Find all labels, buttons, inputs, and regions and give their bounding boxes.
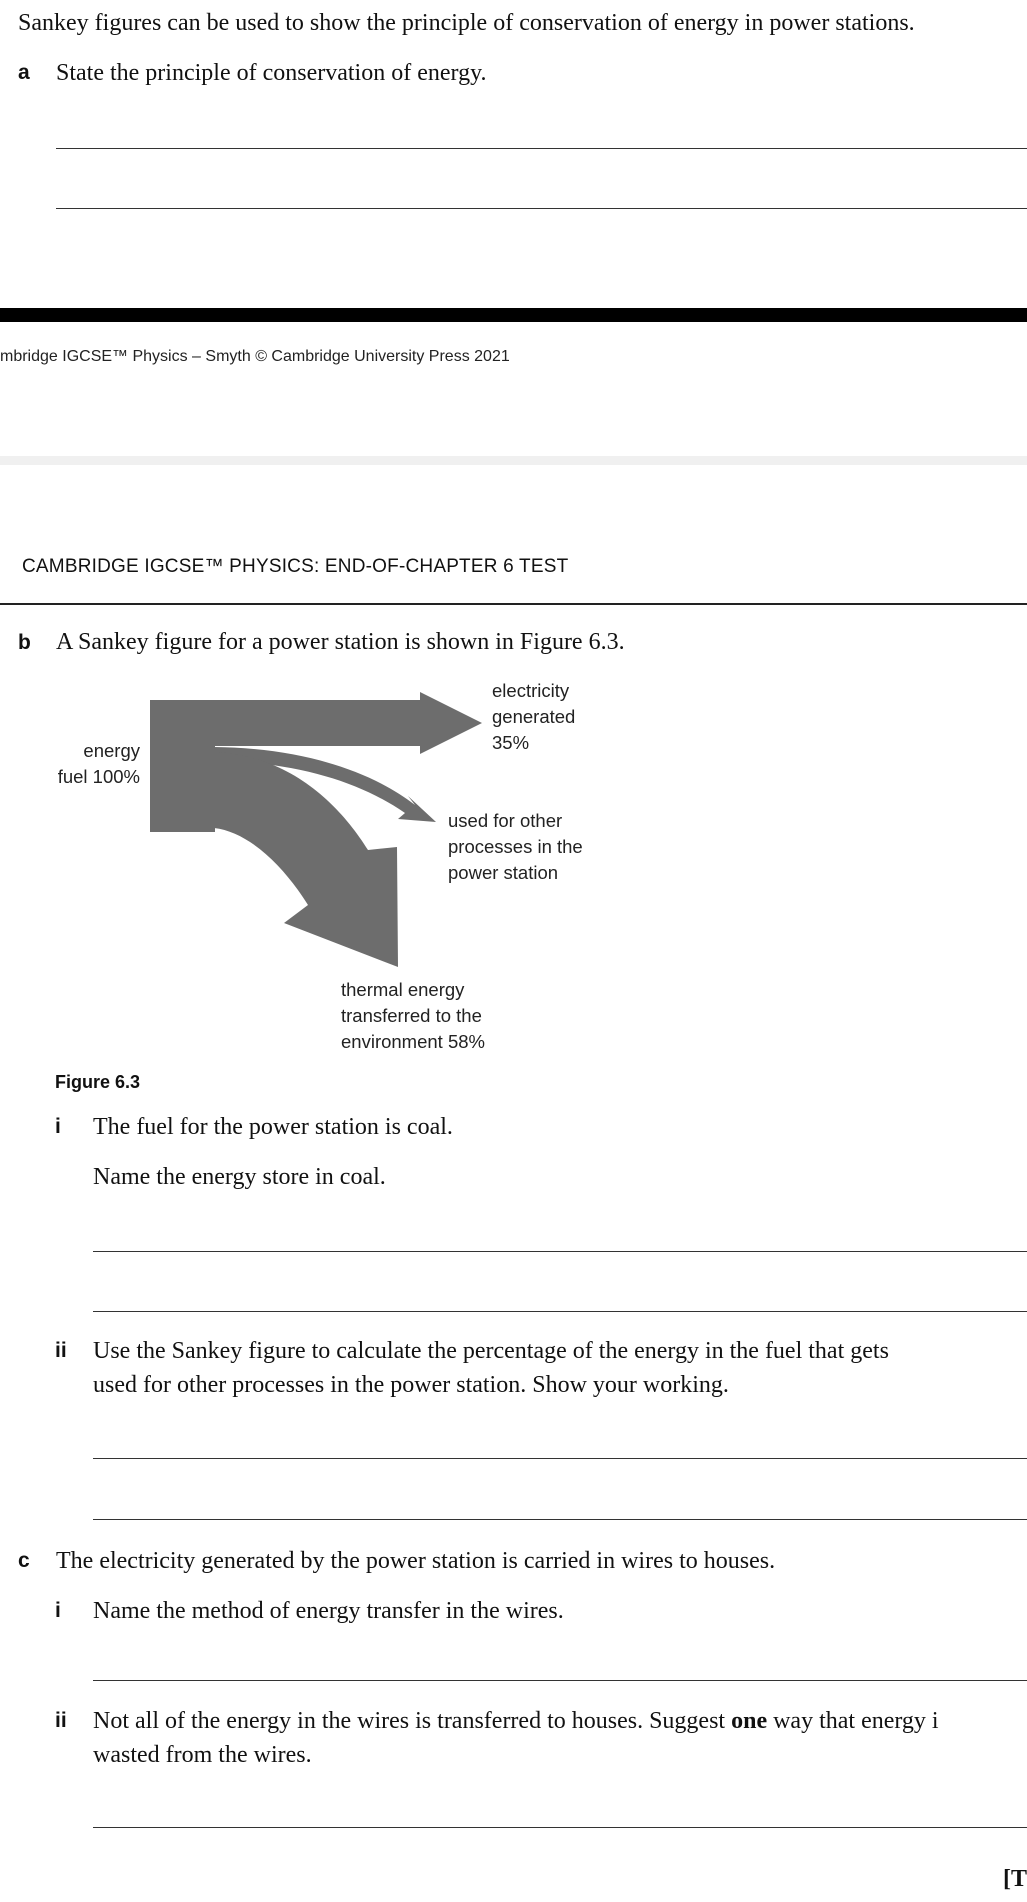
footer-credit: mbridge IGCSE™ Physics – Smyth © Cambridge University Press 2021 [0, 348, 510, 365]
answer-line-c-i-1[interactable] [93, 1680, 1027, 1681]
part-c-ii-label: ii [55, 1709, 67, 1732]
sankey-electricity-arrow [214, 692, 482, 754]
label-other-line3: power station [448, 862, 559, 883]
label-other-line2: processes in the [448, 836, 583, 857]
label-electricity-line1: electricity [492, 680, 570, 701]
label-thermal-line1: thermal energy [341, 979, 465, 1000]
page-separator [0, 456, 1027, 465]
label-electricity-line2: generated [492, 706, 576, 727]
intro-text: Sankey figures can be used to show the principle of conservation of energy in power stations. [18, 10, 915, 36]
label-thermal-line3: environment 58% [341, 1031, 485, 1052]
label-thermal-line2: transferred to the [341, 1005, 482, 1026]
label-input-line2: fuel 100% [57, 766, 140, 787]
part-a-question: State the principle of conservation of energy. [56, 60, 487, 86]
part-c-i-label: i [55, 1599, 61, 1622]
part-b-question: A Sankey figure for a power station is shown in Figure 6.3. [56, 629, 625, 655]
label-other-line1: used for other [448, 810, 563, 831]
part-c-question: The electricity generated by the power station is carried in wires to houses. [56, 1548, 776, 1574]
part-b-ii-line2: used for other processes in the power station. Show your working. [93, 1372, 729, 1398]
part-c-ii-line1-post: way that energy i [767, 1708, 939, 1734]
answer-line-b-i-2[interactable] [93, 1311, 1027, 1312]
part-b-label: b [18, 631, 31, 654]
answer-line-a-2[interactable] [56, 208, 1027, 209]
figure-caption: Figure 6.3 [55, 1072, 141, 1092]
footer-bar [0, 308, 1027, 322]
part-c-ii-line1-pre: Not all of the energy in the wires is transferred to houses. Suggest [93, 1708, 732, 1734]
sankey-input-block [150, 700, 215, 832]
total-marks-marker: [T [1003, 1866, 1027, 1892]
answer-line-b-ii-2[interactable] [93, 1519, 1027, 1520]
part-b-ii-line1: Use the Sankey figure to calculate the percentage of the energy in the fuel that gets [93, 1338, 889, 1364]
answer-line-a-1[interactable] [56, 148, 1027, 149]
part-b-ii-label: ii [55, 1339, 67, 1362]
answer-line-b-i-1[interactable] [93, 1251, 1027, 1252]
header-rule [0, 603, 1027, 605]
part-c-ii-line1 [93, 1706, 939, 1736]
answer-line-b-ii-1[interactable] [93, 1458, 1027, 1459]
page-header-title: CAMBRIDGE IGCSE™ PHYSICS: END-OF-CHAPTER 6 TEST [22, 556, 569, 577]
part-a-label: a [18, 61, 30, 84]
part-b-i-line1: The fuel for the power station is coal. [93, 1114, 453, 1140]
part-b-i-line2: Name the energy store in coal. [93, 1164, 386, 1190]
part-c-ii-line1-bold: one [731, 1708, 768, 1734]
label-electricity-line3: 35% [492, 732, 530, 753]
answer-line-c-ii-1[interactable] [93, 1827, 1027, 1828]
part-c-ii-line2: wasted from the wires. [93, 1742, 312, 1768]
part-c-label: c [18, 1549, 30, 1572]
part-b-i-label: i [55, 1115, 61, 1138]
part-c-i-line1: Name the method of energy transfer in the wires. [93, 1598, 564, 1624]
label-input-line1: energy [83, 740, 140, 761]
